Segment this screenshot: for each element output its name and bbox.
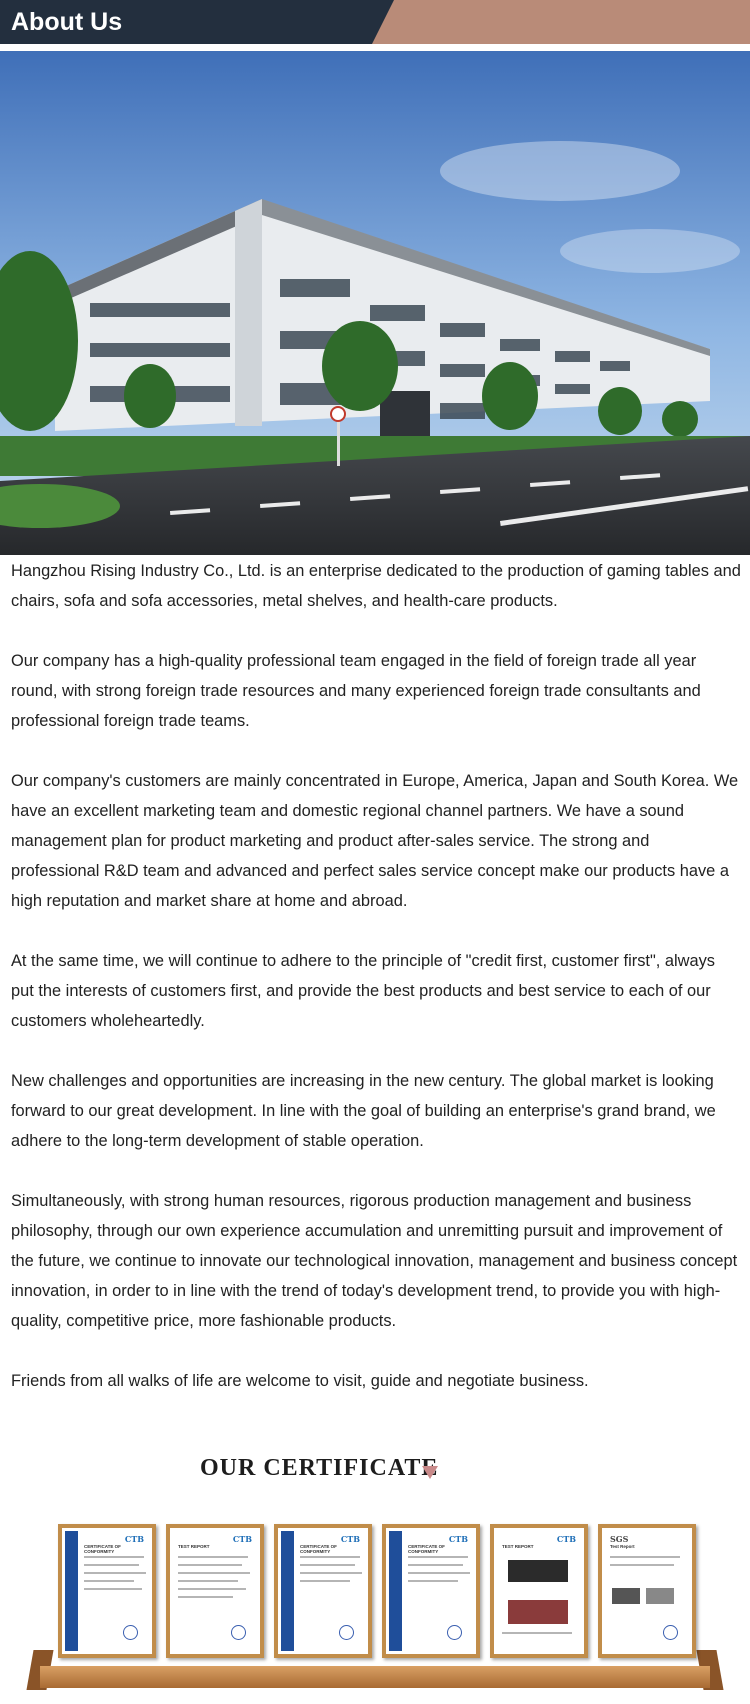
about-paragraph: Hangzhou Rising Industry Co., Ltd. is an enterprise dedicated to the production of gaming tables and chairs, sofa and sofa accessories, metal shelves, and health-care products. [11, 562, 741, 610]
certificate-title: OUR CERTIFICATE [200, 1455, 439, 1481]
certificate-brand: CTB [340, 1534, 360, 1544]
certificate-brand: CTB [556, 1534, 576, 1544]
seal-icon [447, 1625, 462, 1640]
certificate-heading: CERTIFICATE OF CONFORMITY [408, 1544, 445, 1554]
certificate-frame[interactable] [490, 1524, 588, 1658]
certificate-heading: CERTIFICATE OF CONFORMITY [300, 1544, 337, 1554]
about-paragraph: New challenges and opportunities are increasing in the new century. The global market is looking forward to our great development. In line with the goal of building an enterprise's grand brand, we adhere to the long-term development of stable operation. [11, 1072, 716, 1150]
seal-icon [339, 1625, 354, 1640]
certificate-heading: TEST REPORT [178, 1544, 210, 1549]
certificate-frame[interactable] [382, 1524, 480, 1658]
certificate-brand: CTB [232, 1534, 252, 1544]
factory-photo [0, 51, 750, 555]
certificate-brand: SGS [610, 1534, 629, 1544]
certificate-frame[interactable] [274, 1524, 372, 1658]
certificate-frame[interactable] [166, 1524, 264, 1658]
page-title: About Us [11, 8, 123, 36]
certificate-heading: TEST REPORT [502, 1544, 534, 1549]
about-paragraph: Our company's customers are mainly concentrated in Europe, America, Japan and South Korea. We have an excellent marketing team and domestic regional channel partners. We have a sound management plan for product marketing and product after-sales service. The strong and professional R&D team and advanced and perfect sales service concept make our products have a high reputation and market share at home and abroad. [11, 772, 739, 910]
seal-icon [663, 1625, 678, 1640]
seal-icon [123, 1625, 138, 1640]
header-diagonal [372, 0, 394, 44]
certificate-frame[interactable] [598, 1524, 696, 1658]
certificate-brand: CTB [124, 1534, 144, 1544]
certificate-heading: Test Report [610, 1544, 635, 1549]
seal-icon [231, 1625, 246, 1640]
certificate-heading: CERTIFICATE OF CONFORMITY [84, 1544, 121, 1554]
about-paragraph: Friends from all walks of life are welcome to visit, guide and negotiate business. [11, 1372, 589, 1390]
certificate-frame[interactable] [58, 1524, 156, 1658]
about-paragraph: At the same time, we will continue to adhere to the principle of "credit first, customer first", always put the interests of customers first, and provide the best products and best service to each of our customers wholeheartedly. [11, 952, 715, 1030]
about-text [11, 556, 741, 1396]
about-paragraph: Simultaneously, with strong human resources, rigorous production management and business philosophy, through our own experience accumulation and unremitting pursuit and improvement of the future, we continue to innovate our technological innovation, management and business concept innovation, in order to in line with the trend of today's development trend, to provide you with high-quality, competitive price, more fashionable products. [11, 1192, 738, 1330]
about-paragraph: Our company has a high-quality professional team engaged in the field of foreign trade all year round, with strong foreign trade resources and many experienced foreign trade consultants and professional foreign trade teams. [11, 652, 701, 730]
wooden-shelf [40, 1666, 710, 1688]
about-us-header [0, 0, 750, 44]
certificate-shelf [0, 1510, 750, 1704]
certificate-brand: CTB [448, 1534, 468, 1544]
triangle-down-icon [422, 1466, 438, 1479]
